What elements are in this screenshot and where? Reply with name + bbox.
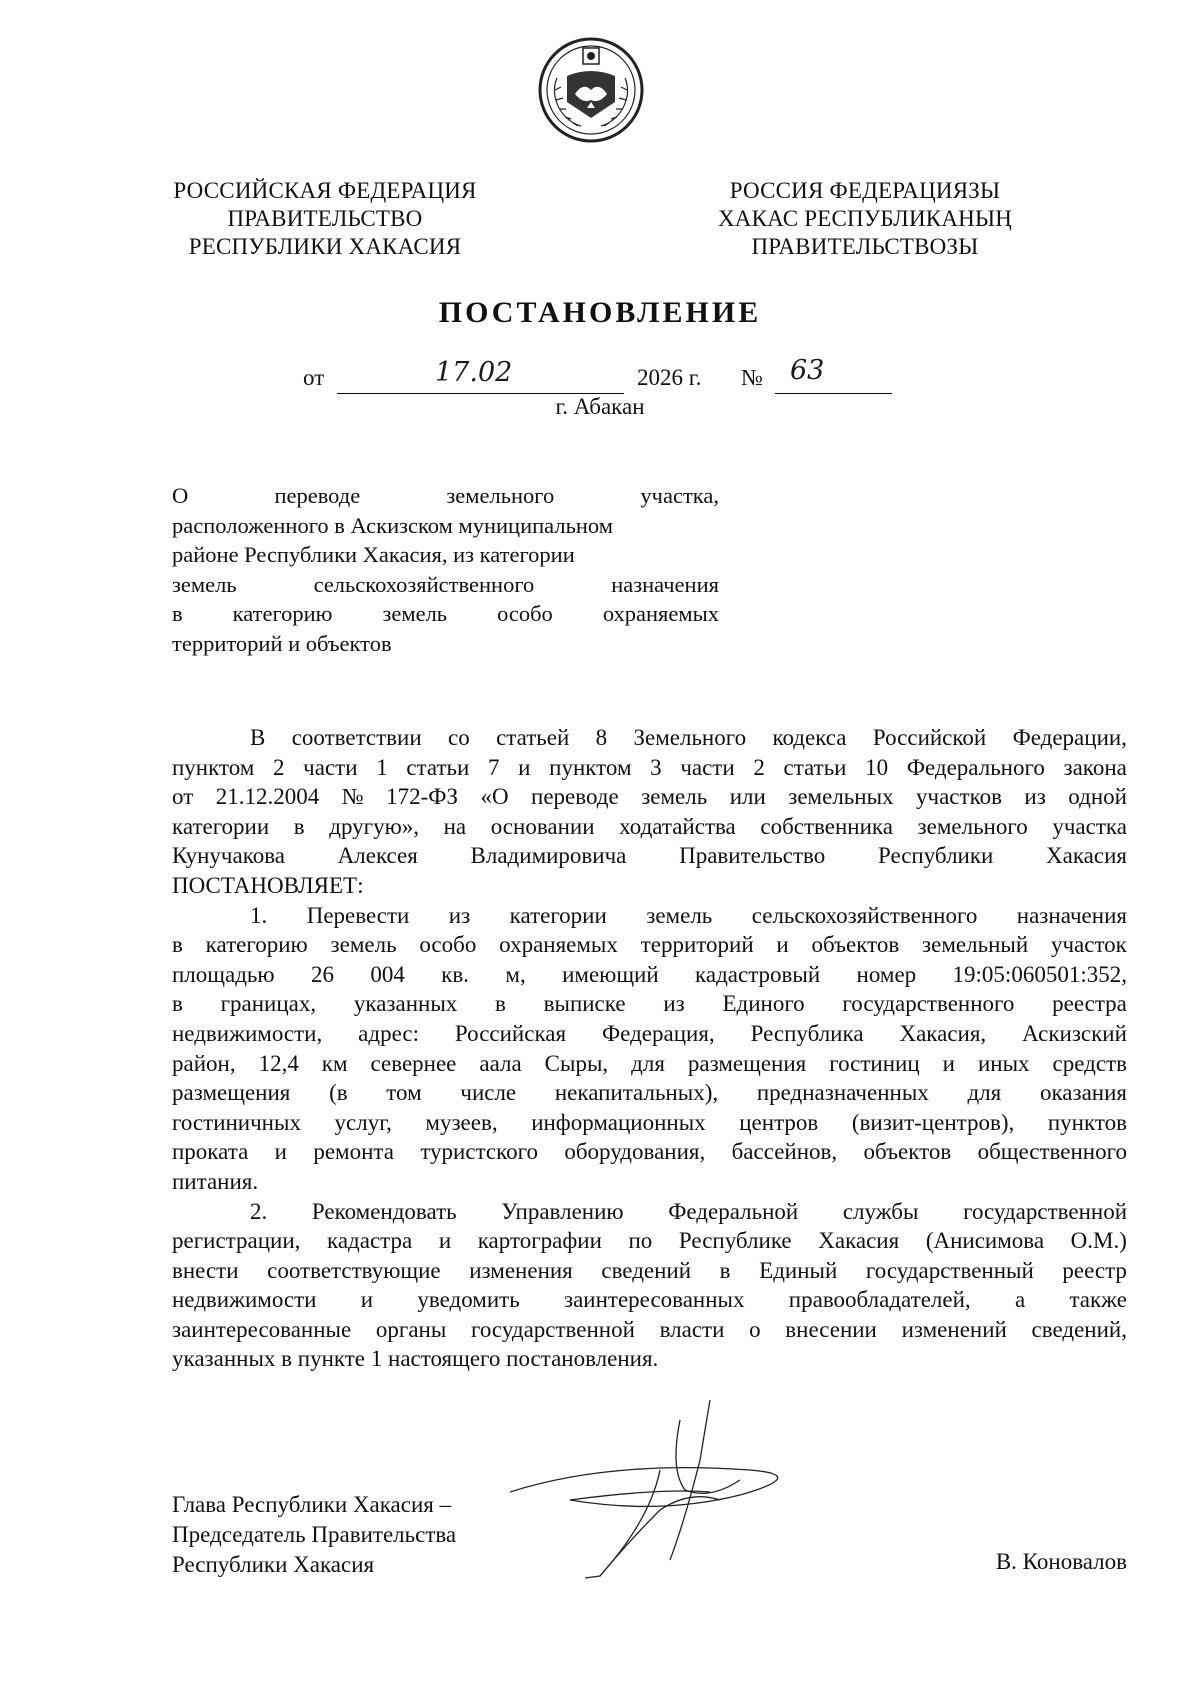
body-line-word: 26 — [310, 961, 334, 987]
body-line-word: 1. — [250, 902, 268, 928]
body-line-word: О.М.) — [1070, 1228, 1127, 1254]
signer-position-line-2: Председатель Правительства — [172, 1522, 457, 1547]
subject-line-4-word: назначения — [611, 571, 719, 597]
body-line-word: 2 — [273, 754, 285, 780]
body-line-word: статьей — [496, 725, 570, 750]
body-line-word: в — [495, 991, 506, 1017]
body-line-word: кв. — [441, 961, 470, 987]
body-line-word: о — [749, 1316, 761, 1342]
body-line-word: бассейнов, — [731, 1139, 838, 1165]
body-line-word: 1 — [376, 754, 388, 780]
body-line-word: 7 — [488, 754, 500, 780]
header-left-line-2: ПРАВИТЕЛЬСТВО — [227, 206, 423, 231]
body-line-word: от — [172, 784, 194, 810]
body-line-word: указанных — [353, 991, 458, 1017]
body-line-word: Российской — [872, 725, 987, 750]
body-line-word: кодекса — [772, 725, 847, 750]
subject-line-4-word: земель — [172, 571, 237, 597]
body-line-word: Рекомендовать — [311, 1198, 457, 1224]
body-line-word: Республики — [877, 843, 994, 869]
body-line — [172, 1049, 1127, 1079]
body-line — [172, 1108, 1127, 1138]
body-line-word: сельскохозяйственного — [751, 902, 978, 928]
subject-line-3: районе Республики Хакасия, из категории — [172, 542, 575, 568]
body-line-word: средств — [1052, 1050, 1127, 1076]
body-line-word: иных — [977, 1050, 1030, 1076]
body-line-word: другую», — [329, 813, 420, 839]
body-line-word: и — [360, 1287, 374, 1313]
subject-line-5-word: категорию — [232, 601, 333, 627]
body-line-word: статьи — [406, 754, 470, 780]
body-line-word: власти — [659, 1316, 725, 1342]
body-line-word: участка — [1052, 813, 1127, 839]
body-line-word: категории — [172, 813, 270, 839]
body-line-word: аала — [479, 1050, 522, 1076]
body-line — [172, 1019, 1127, 1049]
body-line-word: недвижимости, — [172, 1020, 323, 1046]
body-line-word: проката — [172, 1139, 249, 1165]
header-left-line-1: РОССИЙСКАЯ ФЕДЕРАЦИЯ — [173, 178, 477, 203]
body-line-word: картографии — [477, 1228, 602, 1254]
body-line-word: Сыры, — [544, 1050, 609, 1076]
body-line-word: имеющий — [562, 961, 659, 987]
body-line-word: оказания — [1039, 1080, 1127, 1106]
body-line-word: участок — [1050, 932, 1127, 958]
body-line-word: Аскизский — [1022, 1020, 1127, 1046]
body-line-word: и — [274, 1139, 287, 1165]
body-line-word: уведомить — [417, 1287, 520, 1313]
header-left — [150, 177, 500, 261]
body-line-word: а — [1014, 1287, 1026, 1313]
body-line-word: со — [448, 725, 470, 750]
body-line-word: Перевести — [306, 902, 410, 928]
body-line-word: 19:05:060501:352, — [952, 961, 1127, 987]
body-line-word: объектов — [863, 1139, 952, 1165]
body-line — [172, 1078, 1127, 1108]
body-line-word: Федерального — [906, 754, 1045, 780]
body-line-word: земель — [330, 932, 397, 958]
body-line-word: район, — [172, 1050, 236, 1076]
body-line-word: предназначенных — [756, 1080, 929, 1106]
subject-line-5-word: в — [172, 601, 183, 627]
body-line-word: Алексея — [337, 843, 418, 869]
header-right-line-3: ПРАВИТЕЛЬСТВОЗЫ — [751, 234, 979, 259]
body-line — [172, 930, 1127, 960]
body-line-word: Хакасия, — [899, 1020, 987, 1046]
body-line-word: 2 — [753, 754, 765, 780]
body-line-word: «О — [480, 784, 509, 810]
subject-line-1-word: О — [172, 483, 189, 508]
subject-line-4-word: сельскохозяйственного — [313, 571, 535, 597]
subject-line-1-word: переводе — [274, 483, 361, 508]
body-line-word: в — [172, 932, 183, 958]
body-line-word: Управлению — [501, 1198, 624, 1224]
body-line-word: для — [631, 1050, 665, 1076]
body-line-word: по — [628, 1228, 653, 1254]
body-line-word: одной — [1068, 784, 1127, 810]
body-line-word: 10 — [865, 754, 889, 780]
body-line-word: земель — [641, 784, 708, 810]
subject-line-5-word: земель — [382, 601, 448, 627]
subject-line-2: расположенного в Аскизском муниципальном — [172, 512, 613, 538]
body-line-word: изменения — [469, 1257, 573, 1283]
body-line-word: внести — [172, 1257, 239, 1283]
body-text — [172, 723, 1127, 1374]
body-line-word: закона — [1063, 754, 1127, 780]
body-line-word: гостиниц — [829, 1050, 920, 1076]
body-line-word: органы — [375, 1316, 447, 1342]
body-line-word: из — [663, 991, 685, 1017]
body-line — [172, 1315, 1127, 1345]
body-line: указанных в пункте 1 настоящего постановления. — [172, 1346, 659, 1372]
body-line-word: адрес: — [358, 1020, 419, 1046]
body-line-word: сведений — [601, 1257, 692, 1283]
body-line-word: числе — [460, 1080, 517, 1106]
body-line-word: части — [303, 754, 358, 780]
body-line-word: государственной — [471, 1316, 635, 1342]
body-line-word: земельных — [788, 784, 894, 810]
body-line-word: площадью — [172, 961, 275, 987]
body-line-word: правообладателей, — [788, 1287, 971, 1313]
body-line-word: земель — [646, 902, 713, 928]
body-line-word: заинтересованные — [172, 1316, 352, 1342]
body-line-word: Федерация, — [602, 1020, 715, 1046]
body-line-word: Владимировича — [470, 843, 627, 869]
body-line-word: переводе — [531, 784, 619, 810]
body-line-word: в — [172, 991, 183, 1017]
body-line-word: размещения — [172, 1080, 291, 1106]
body-line-word: 172-ФЗ — [386, 784, 458, 810]
body-line-word: 21.12.2004 — [215, 784, 320, 810]
header-right-line-1: РОССИЯ ФЕДЕРАЦИЯЗЫ — [729, 178, 1001, 203]
body-line-word: пунктов — [1047, 1109, 1127, 1135]
body-line-word: границах, — [220, 991, 317, 1017]
subject-line-5-word: охраняемых — [602, 601, 719, 627]
handwritten-number: 63 — [790, 355, 825, 386]
body-line-word: пунктом — [549, 754, 632, 780]
body-line-word: для — [967, 1080, 1002, 1106]
body-line — [172, 1285, 1127, 1315]
body-line-word: Единый — [759, 1257, 838, 1283]
subject-line-5 — [172, 599, 719, 629]
body-line — [172, 782, 1127, 812]
body-line — [172, 753, 1127, 783]
body-line-word: земельный — [922, 932, 1029, 958]
body-line — [172, 841, 1127, 871]
body-line-word: соответствующие — [267, 1257, 441, 1283]
body-line-word: км — [321, 1050, 348, 1076]
subject-line-5-word: особо — [497, 601, 553, 627]
body-line-word: государственной — [963, 1198, 1127, 1224]
body-line-word: номер — [856, 961, 917, 987]
body-line-word: категорию — [205, 932, 308, 958]
header-left-line-3: РЕСПУБЛИКИ ХАКАСИЯ — [188, 234, 462, 259]
coat-of-arms-emblem — [537, 36, 645, 144]
subject-line-6: территорий и объектов — [172, 630, 392, 656]
body-line-word: № — [341, 784, 364, 810]
body-line-word: гостиничных — [172, 1109, 301, 1135]
body-line-word: в — [719, 1257, 731, 1283]
signer-position — [172, 1490, 456, 1580]
body-line-word: кадастровый — [695, 961, 821, 987]
body-line — [172, 960, 1127, 990]
body-line-word: 12,4 — [258, 1050, 299, 1076]
body-line-word: на — [443, 813, 467, 839]
body-line-word: категории — [509, 902, 607, 928]
body-line-word: территорий — [640, 932, 754, 958]
body-line-word: Российская — [454, 1020, 567, 1046]
body-line-word: некапитальных), — [554, 1080, 719, 1106]
body-line — [172, 723, 1127, 753]
body-line-word: особо — [419, 932, 477, 958]
body-line-word: статьи — [783, 754, 847, 780]
number-sign: № — [741, 365, 763, 390]
signer-name: В. Коновалов — [995, 1549, 1127, 1574]
body-line-word: основании — [490, 813, 595, 839]
body-line: ПОСТАНОВЛЯЕТ: — [172, 872, 364, 898]
body-line — [172, 1137, 1127, 1167]
body-line-word: 2. — [250, 1198, 268, 1224]
body-line-word: и — [942, 1050, 955, 1076]
subject-line-1-word: земельного — [446, 483, 555, 508]
body-line-word: м, — [505, 961, 526, 987]
body-line — [172, 1226, 1127, 1256]
body-line-word: заинтересованных — [564, 1287, 745, 1313]
body-line-word: государственного — [842, 991, 1015, 1017]
body-line-word: севернее — [370, 1050, 457, 1076]
body-line-word: государственный — [865, 1257, 1034, 1283]
body-line: питания. — [172, 1168, 259, 1194]
subject-line-4 — [172, 570, 719, 600]
body-line-word: размещения — [687, 1050, 807, 1076]
body-line-word: общественного — [977, 1139, 1127, 1165]
body-line-word: 3 — [650, 754, 662, 780]
body-line-word: регистрации, — [172, 1228, 301, 1254]
body-line-word: Хакасия — [1046, 843, 1127, 869]
body-line-word: Кунучакова — [172, 843, 285, 869]
body-line-word: ходатайства — [619, 813, 736, 839]
body-line — [172, 812, 1127, 842]
body-line-word: В — [250, 725, 266, 750]
body-line — [172, 1197, 1127, 1227]
subject-block — [172, 481, 719, 659]
date-year: 2026 г. — [637, 365, 702, 390]
body-line-word: сведений, — [1031, 1316, 1127, 1342]
body-line-word: недвижимости — [172, 1287, 317, 1313]
body-line-word: также — [1069, 1287, 1127, 1313]
body-line-word: и — [438, 1228, 452, 1254]
body-line-word: охраняемых — [499, 932, 618, 958]
body-line-word: (в — [329, 1080, 348, 1106]
body-line-word: туристского — [420, 1139, 538, 1165]
document-title: ПОСТАНОВЛЕНИЕ — [438, 296, 762, 329]
body-line-word: реестра — [1052, 991, 1127, 1017]
body-line — [172, 901, 1127, 931]
body-line-word: из — [1024, 784, 1046, 810]
body-line-word: реестр — [1062, 1257, 1127, 1283]
body-line-word: в — [293, 813, 305, 839]
body-line-word: услуг, — [334, 1109, 392, 1135]
date-prefix: от — [303, 365, 325, 390]
body-line-word: ремонта — [313, 1139, 394, 1165]
body-line-word: назначения — [1016, 902, 1127, 928]
body-line-word: внесении — [785, 1316, 877, 1342]
body-line-word: и — [776, 932, 789, 958]
body-line-word: информационных — [531, 1109, 706, 1135]
subject-line-1 — [172, 481, 719, 511]
body-line-word: пунктом — [172, 754, 255, 780]
body-line-word: Республика — [750, 1020, 864, 1046]
body-line-word: Федеральной — [668, 1198, 799, 1224]
header-right — [680, 177, 1050, 261]
body-line-word: Хакасия — [818, 1228, 900, 1254]
body-line-word: земельного — [917, 813, 1028, 839]
body-line-word: изменений — [901, 1316, 1007, 1342]
body-line-word: и — [518, 754, 531, 780]
body-line-word: Республике — [678, 1228, 792, 1254]
body-line-word: соответствии — [291, 725, 422, 750]
body-line-word: Земельного — [633, 725, 747, 750]
body-line-word: 8 — [595, 725, 608, 750]
signer-position-line-3: Республики Хакасия — [172, 1552, 375, 1577]
body-line-word: оборудования, — [564, 1139, 706, 1165]
body-line-word: Правительство — [679, 843, 826, 869]
handwritten-signature — [510, 1400, 820, 1590]
body-line-word: или — [729, 784, 766, 810]
body-line-word: 004 — [370, 961, 405, 987]
body-line-word: из — [448, 902, 471, 928]
body-line-word: кадастра — [327, 1228, 413, 1254]
body-line-word: службы — [842, 1198, 919, 1224]
header-right-line-2: ХАКАС РЕСПУБЛИКАНЫҢ — [717, 206, 1013, 231]
body-line-word: выписке — [543, 991, 626, 1017]
signer-position-line-1: Глава Республики Хакасия – — [172, 1492, 452, 1517]
body-line-word: том — [386, 1080, 422, 1106]
body-line-word: участков — [916, 784, 1002, 810]
body-line — [172, 1256, 1127, 1286]
body-line-word: части — [680, 754, 735, 780]
body-line-word: собственника — [760, 813, 893, 839]
body-line-word: (Анисимова — [925, 1228, 1045, 1254]
body-line-word: Федерации, — [1012, 725, 1127, 750]
body-line-word: Единого — [722, 991, 805, 1017]
handwritten-date: 17.02 — [435, 357, 513, 388]
body-line — [172, 989, 1127, 1019]
city: г. Абакан — [555, 394, 645, 419]
body-line-word: музеев, — [425, 1109, 498, 1135]
body-line-word: объектов — [811, 932, 900, 958]
subject-line-1-word: участка, — [640, 483, 719, 508]
body-line-word: (визит-центров), — [851, 1109, 1015, 1135]
body-line-word: центров — [739, 1109, 819, 1135]
